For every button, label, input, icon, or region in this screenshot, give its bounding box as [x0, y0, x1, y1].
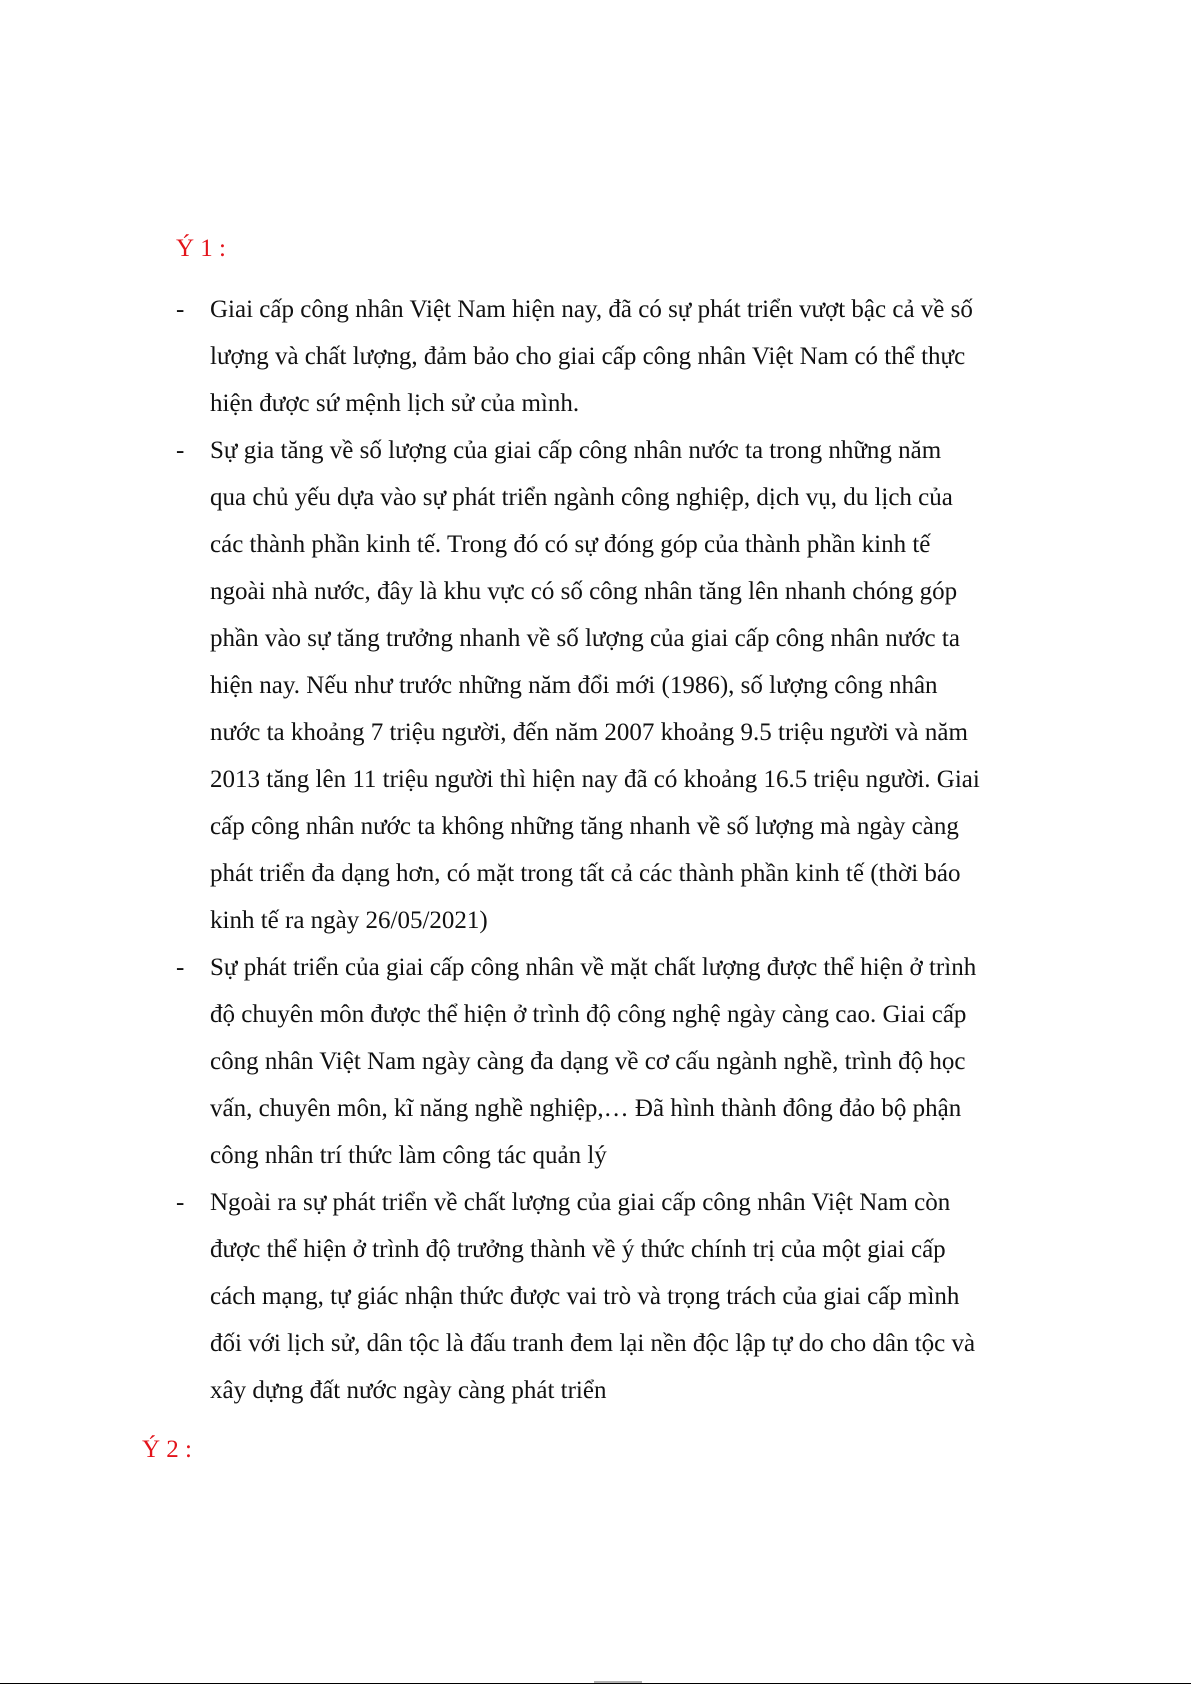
- text-line: Giai cấp công nhân Việt Nam hiện nay, đã có sự phát triển vượt bậc cả về số: [210, 296, 973, 323]
- text-line: hiện được sứ mệnh lịch sử của mình.: [210, 390, 580, 417]
- list-item: [176, 1179, 1056, 1414]
- text-line: xây dựng đất nước ngày càng phát triển: [210, 1377, 607, 1404]
- text-line: cấp công nhân nước ta không những tăng nhanh về số lượng mà ngày càng: [210, 813, 959, 840]
- text-line: được thể hiện ở trình độ trưởng thành về ý thức chính trị của một giai cấp: [210, 1236, 946, 1263]
- paragraph: [210, 427, 1056, 944]
- text-line: 2013 tăng lên 11 triệu người thì hiện nay đã có khoảng 16.5 triệu người. Giai: [210, 766, 980, 793]
- text-line: lượng và chất lượng, đảm bảo cho giai cấp công nhân Việt Nam có thể thực: [210, 343, 966, 370]
- text-line: ngoài nhà nước, đây là khu vực có số công nhân tăng lên nhanh chóng góp: [210, 578, 958, 605]
- text-line: phát triển đa dạng hơn, có mặt trong tất cả các thành phần kinh tế (thời báo: [210, 860, 961, 887]
- list-item: [176, 944, 1056, 1179]
- list-item: [176, 427, 1056, 944]
- text-line: qua chủ yếu dựa vào sự phát triển ngành công nghiệp, dịch vụ, du lịch của: [210, 484, 953, 511]
- paragraph: [210, 1179, 1056, 1414]
- bullet-dash: -: [176, 437, 185, 464]
- text-line: hiện nay. Nếu như trước những năm đổi mới (1986), số lượng công nhân: [210, 672, 938, 699]
- bullet-dash: -: [176, 954, 185, 981]
- section-heading-2: Ý 2 :: [142, 1436, 192, 1463]
- page-bottom-rule: [0, 1683, 1191, 1684]
- text-line: vấn, chuyên môn, kĩ năng nghề nghiệp,… Đã hình thành đông đảo bộ phận: [210, 1095, 962, 1122]
- bullet-dash: -: [176, 296, 185, 323]
- text-line: các thành phần kinh tế. Trong đó có sự đóng góp của thành phần kinh tế: [210, 531, 931, 558]
- text-line: công nhân trí thức làm công tác quản lý: [210, 1142, 607, 1169]
- text-line: Ngoài ra sự phát triển về chất lượng của giai cấp công nhân Việt Nam còn: [210, 1189, 951, 1216]
- text-line: Sự gia tăng về số lượng của giai cấp công nhân nước ta trong những năm: [210, 437, 942, 464]
- text-line: kinh tế ra ngày 26/05/2021): [210, 907, 488, 934]
- page-bottom-mark: [594, 1681, 642, 1683]
- bullet-dash: -: [176, 1189, 185, 1216]
- text-line: đối với lịch sử, dân tộc là đấu tranh đem lại nền độc lập tự do cho dân tộc và: [210, 1330, 976, 1357]
- paragraph: [210, 944, 1056, 1179]
- text-line: độ chuyên môn được thể hiện ở trình độ công nghệ ngày càng cao. Giai cấp: [210, 1001, 967, 1028]
- text-line: Sự phát triển của giai cấp công nhân về mặt chất lượng được thể hiện ở trình: [210, 954, 977, 981]
- paragraph: [210, 286, 1056, 427]
- bullet-list: [176, 286, 1056, 1414]
- text-line: công nhân Việt Nam ngày càng đa dạng về cơ cấu ngành nghề, trình độ học: [210, 1048, 966, 1075]
- text-line: nước ta khoảng 7 triệu người, đến năm 2007 khoảng 9.5 triệu người và năm: [210, 719, 968, 746]
- text-line: cách mạng, tự giác nhận thức được vai trò và trọng trách của giai cấp mình: [210, 1283, 960, 1310]
- section-heading-1: Ý 1 :: [176, 235, 226, 262]
- text-line: phần vào sự tăng trưởng nhanh về số lượng của giai cấp công nhân nước ta: [210, 625, 960, 652]
- list-item: [176, 286, 1056, 427]
